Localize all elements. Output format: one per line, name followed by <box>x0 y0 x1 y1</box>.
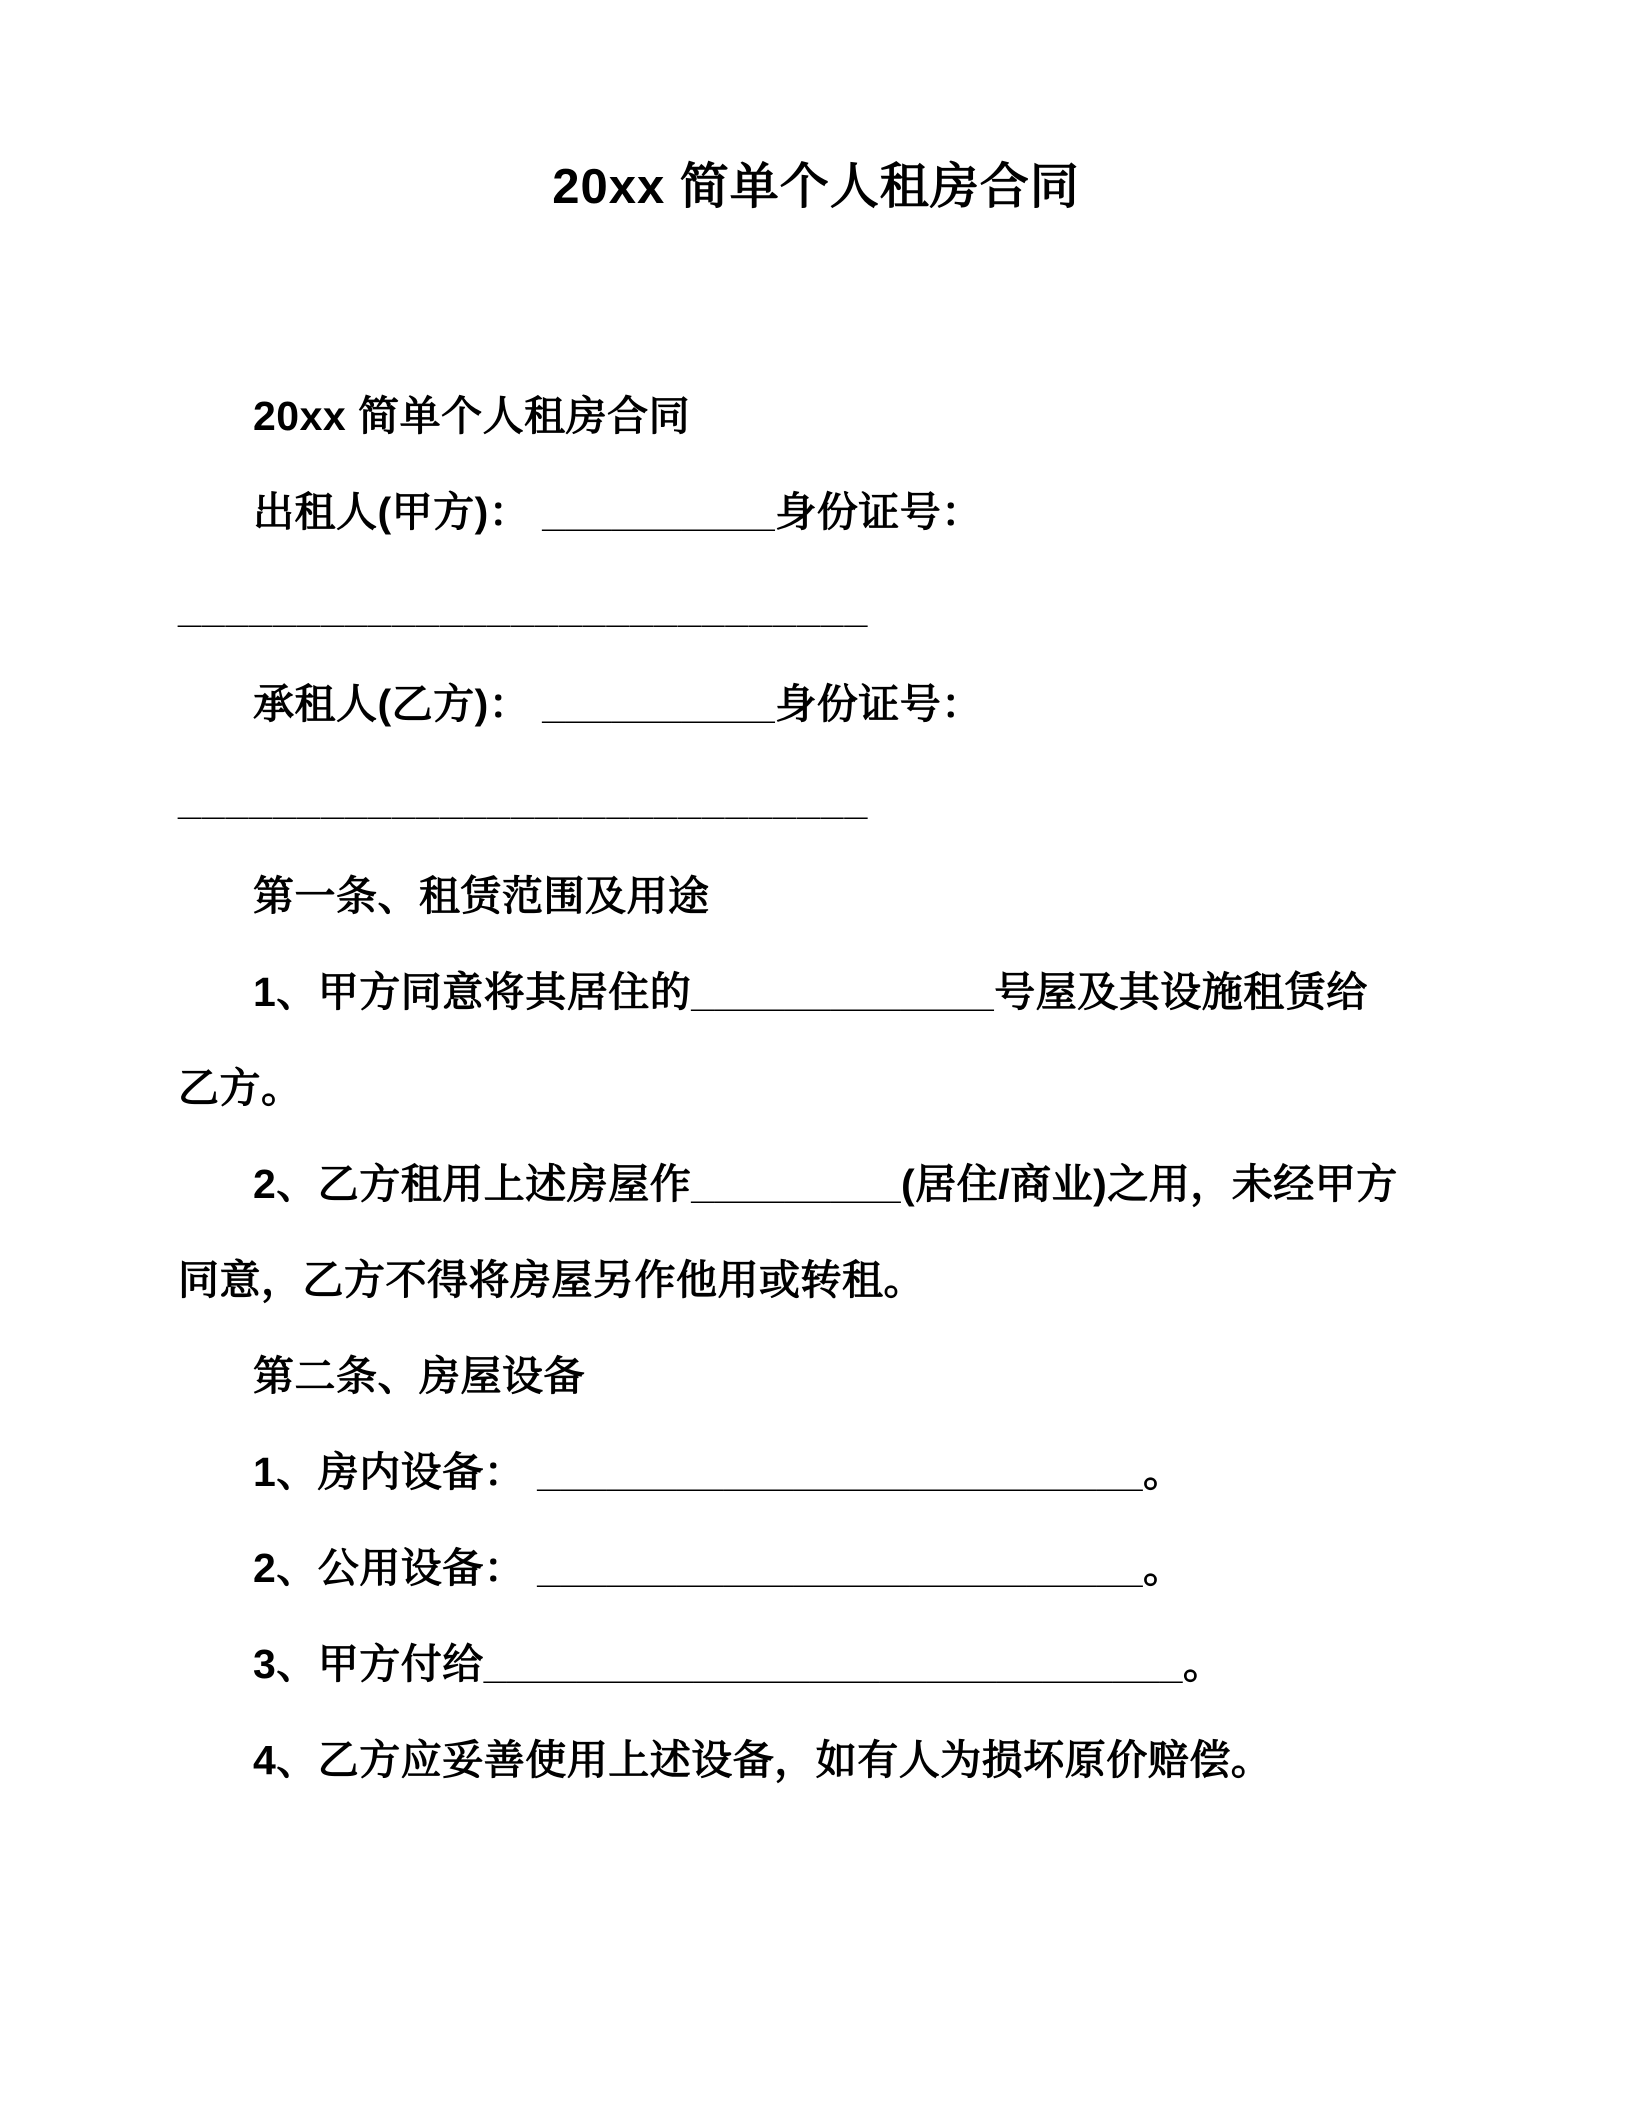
article-1-item-2-line-1: 2、乙方租用上述房屋作_________(居住/商业)之用，未经甲方 <box>253 1161 1398 1207</box>
lessor-id-blank-line: _____________________________ <box>178 585 869 631</box>
document-title: 20xx 简单个人租房合同 <box>552 160 1080 214</box>
lessee-id-blank-line: _____________________________ <box>178 777 869 823</box>
article-2-item-1: 1、房内设备： __________________________。 <box>253 1449 1185 1495</box>
lessee-line: 承租人(乙方)： __________身份证号： <box>253 681 983 727</box>
article-2-heading: 第二条、房屋设备 <box>253 1353 585 1399</box>
article-1-item-2-line-2: 同意，乙方不得将房屋另作他用或转租。 <box>178 1257 925 1303</box>
article-1-heading: 第一条、租赁范围及用途 <box>253 873 710 919</box>
article-2-item-3: 3、甲方付给______________________________。 <box>253 1641 1225 1687</box>
contract-body <box>0 368 1632 1808</box>
article-2-item-4: 4、乙方应妥善使用上述设备，如有人为损坏原价赔偿。 <box>253 1737 1273 1783</box>
article-1-item-1-line-1: 1、甲方同意将其居住的_____________号屋及其设施租赁给 <box>253 969 1368 1015</box>
article-1-item-1-line-2: 乙方。 <box>178 1065 303 1111</box>
contract-subtitle: 20xx 简单个人租房合同 <box>253 393 691 439</box>
lessor-line: 出租人(甲方)： __________身份证号： <box>253 489 983 535</box>
article-2-item-2: 2、公用设备： __________________________。 <box>253 1545 1185 1591</box>
